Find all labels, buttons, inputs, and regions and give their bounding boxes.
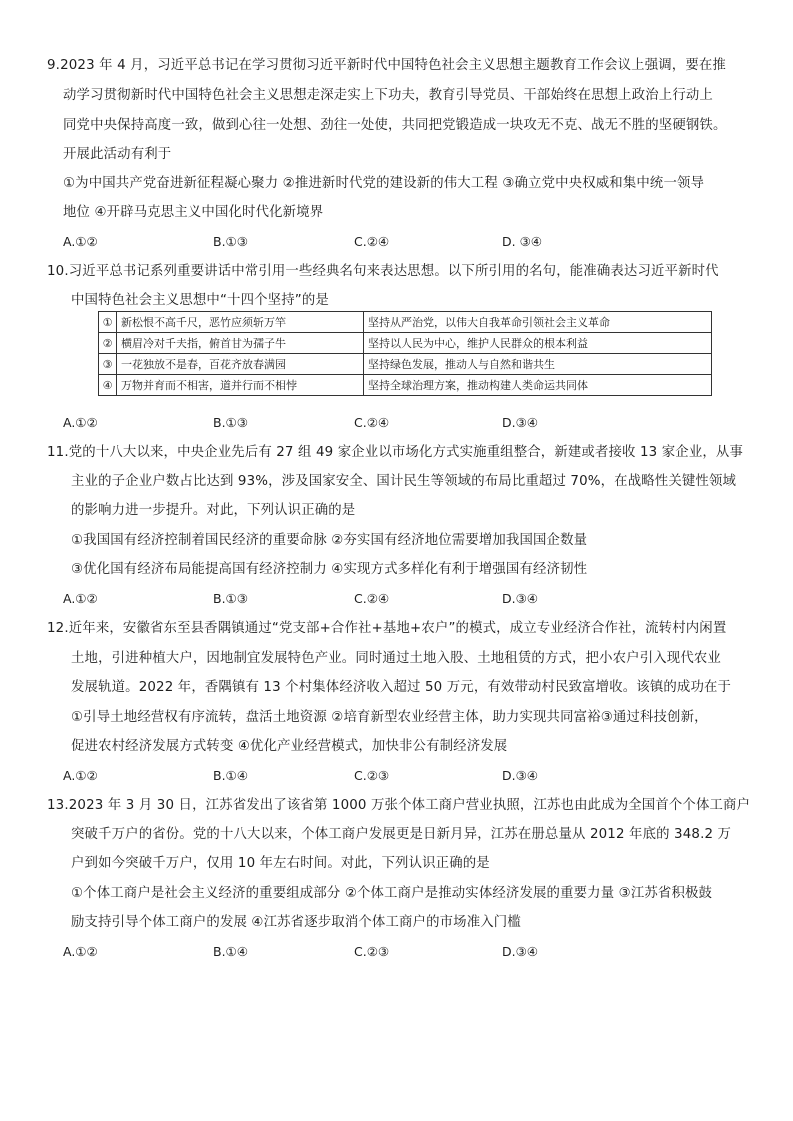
- question-text-line: 10.习近平总书记系列重要讲话中常引用一些经典名句来表达思想。以下所引用的名句，能准确表达习近平新时代: [47, 264, 719, 279]
- question-text-line: 同党中央保持高度一致，做到心往一处想、劲往一处使，共同把党锻造成一块攻无不克、战无不胜的坚硬钢铁。: [63, 118, 727, 133]
- option-b[interactable]: B.①③: [213, 415, 248, 430]
- option-b[interactable]: B.①③: [213, 591, 248, 606]
- question-text-line: 土地，引进种植大户，因地制宜发展特色产业。同时通过土地入股、土地租赁的方式，把小农户引入现代农业: [71, 651, 721, 666]
- option-a[interactable]: A.①②: [63, 768, 98, 783]
- question-text-line: 13.2023 年 3 月 30 日，江苏省发出了该省第 1000 万张个体工商户营业执照，江苏也由此成为全国首个个体工商户: [47, 798, 751, 813]
- principle-cell: 坚持以人民为中心，维护人民群众的根本利益: [364, 333, 712, 354]
- option-c[interactable]: C.②③: [354, 944, 390, 959]
- statement-line: ①我国国有经济控制着国民经济的重要命脉 ②夯实国有经济地位需要增加我国国企数量: [71, 533, 588, 548]
- option-c[interactable]: C.②③: [354, 768, 390, 783]
- quote-cell: 万物并育而不相害，道并行而不相悖: [117, 375, 364, 396]
- option-b[interactable]: B.①④: [213, 768, 248, 783]
- question-text-line: 发展轨道。2022 年，香隅镇有 13 个村集体经济收入超过 50 万元，有效带动村民致富增收。该镇的成功在于: [71, 680, 732, 695]
- statement-line: ③优化国有经济布局能提高国有经济控制力 ④实现方式多样化有利于增强国有经济韧性: [71, 562, 588, 577]
- question-text-line: 中国特色社会主义思想中“十四个坚持”的是: [71, 293, 329, 308]
- quote-cell: 新松恨不高千尺，恶竹应须斩万竿: [117, 312, 364, 333]
- table-row: [99, 333, 712, 354]
- table-row: [99, 354, 712, 375]
- statement-line: 励支持引导个体工商户的发展 ④江苏省逐步取消个体工商户的市场准入门槛: [71, 915, 521, 930]
- question-text-line: 户到如今突破千万户，仅用 10 年左右时间。对此，下列认识正确的是: [71, 856, 490, 871]
- principle-cell: 坚持全球治理方案，推动构建人类命运共同体: [364, 375, 712, 396]
- statement-line: 地位 ④开辟马克思主义中国化时代化新境界: [63, 205, 324, 220]
- option-d[interactable]: D.③④: [502, 591, 539, 606]
- question-text-line: 开展此活动有利于: [63, 147, 172, 162]
- table-row: [99, 375, 712, 396]
- quotes-table: [98, 311, 712, 396]
- question-text-line: 主业的子企业户数占比达到 93%，涉及国家安全、国计民生等领域的布局比重超过 70%，在战略性关键性领域: [71, 474, 737, 489]
- option-d[interactable]: D. ③④: [502, 234, 542, 249]
- option-d[interactable]: D.③④: [502, 944, 539, 959]
- option-a[interactable]: A.①②: [63, 944, 98, 959]
- option-a[interactable]: A.①②: [63, 591, 98, 606]
- quote-cell: 一花独放不是春，百花齐放春满园: [117, 354, 364, 375]
- question-text-line: 的影响力进一步提升。对此，下列认识正确的是: [71, 503, 356, 518]
- option-d[interactable]: D.③④: [502, 768, 539, 783]
- row-number: ③: [99, 354, 117, 375]
- option-c[interactable]: C.②④: [354, 591, 390, 606]
- option-c[interactable]: C.②④: [354, 234, 390, 249]
- option-b[interactable]: B.①③: [213, 234, 248, 249]
- statement-line: ①为中国共产党奋进新征程凝心聚力 ②推进新时代党的建设新的伟大工程 ③确立党中央权威和集中统一领导: [63, 176, 705, 191]
- statement-line: 促进农村经济发展方式转变 ④优化产业经营模式，加快非公有制经济发展: [71, 739, 508, 754]
- row-number: ④: [99, 375, 117, 396]
- option-b[interactable]: B.①④: [213, 944, 248, 959]
- option-c[interactable]: C.②④: [354, 415, 390, 430]
- option-a[interactable]: A.①②: [63, 234, 98, 249]
- table-row: [99, 312, 712, 333]
- row-number: ②: [99, 333, 117, 354]
- quote-cell: 横眉冷对千夫指，俯首甘为孺子牛: [117, 333, 364, 354]
- principle-cell: 坚持从严治党，以伟大自我革命引领社会主义革命: [364, 312, 712, 333]
- statement-line: ①引导土地经营权有序流转，盘活土地资源 ②培育新型农业经营主体，助力实现共同富裕③通过科技创新，: [71, 710, 708, 725]
- principle-cell: 坚持绿色发展，推动人与自然和谐共生: [364, 354, 712, 375]
- question-text-line: 12.近年来，安徽省东至县香隅镇通过“党支部+合作社+基地+农户”的模式，成立专业经济合作社，流转村内闲置: [47, 621, 727, 636]
- row-number: ①: [99, 312, 117, 333]
- option-d[interactable]: D.③④: [502, 415, 539, 430]
- question-text-line: 9.2023 年 4 月，习近平总书记在学习贯彻习近平新时代中国特色社会主义思想主题教育工作会议上强调，要在推: [47, 58, 726, 73]
- question-text-line: 动学习贯彻新时代中国特色社会主义思想走深走实上下功夫，教育引导党员、干部始终在思想上政治上行动上: [63, 88, 713, 103]
- question-text-line: 突破千万户的省份。党的十八大以来，个体工商户发展更是日新月异，江苏在册总量从 2012 年底的 348.2 万: [71, 827, 732, 842]
- question-text-line: 11.党的十八大以来，中央企业先后有 27 组 49 家企业以市场化方式实施重组整合，新建或者接收 13 家企业，从事: [47, 445, 743, 460]
- statement-line: ①个体工商户是社会主义经济的重要组成部分 ②个体工商户是推动实体经济发展的重要力量 ③江苏省积极鼓: [71, 886, 713, 901]
- option-a[interactable]: A.①②: [63, 415, 98, 430]
